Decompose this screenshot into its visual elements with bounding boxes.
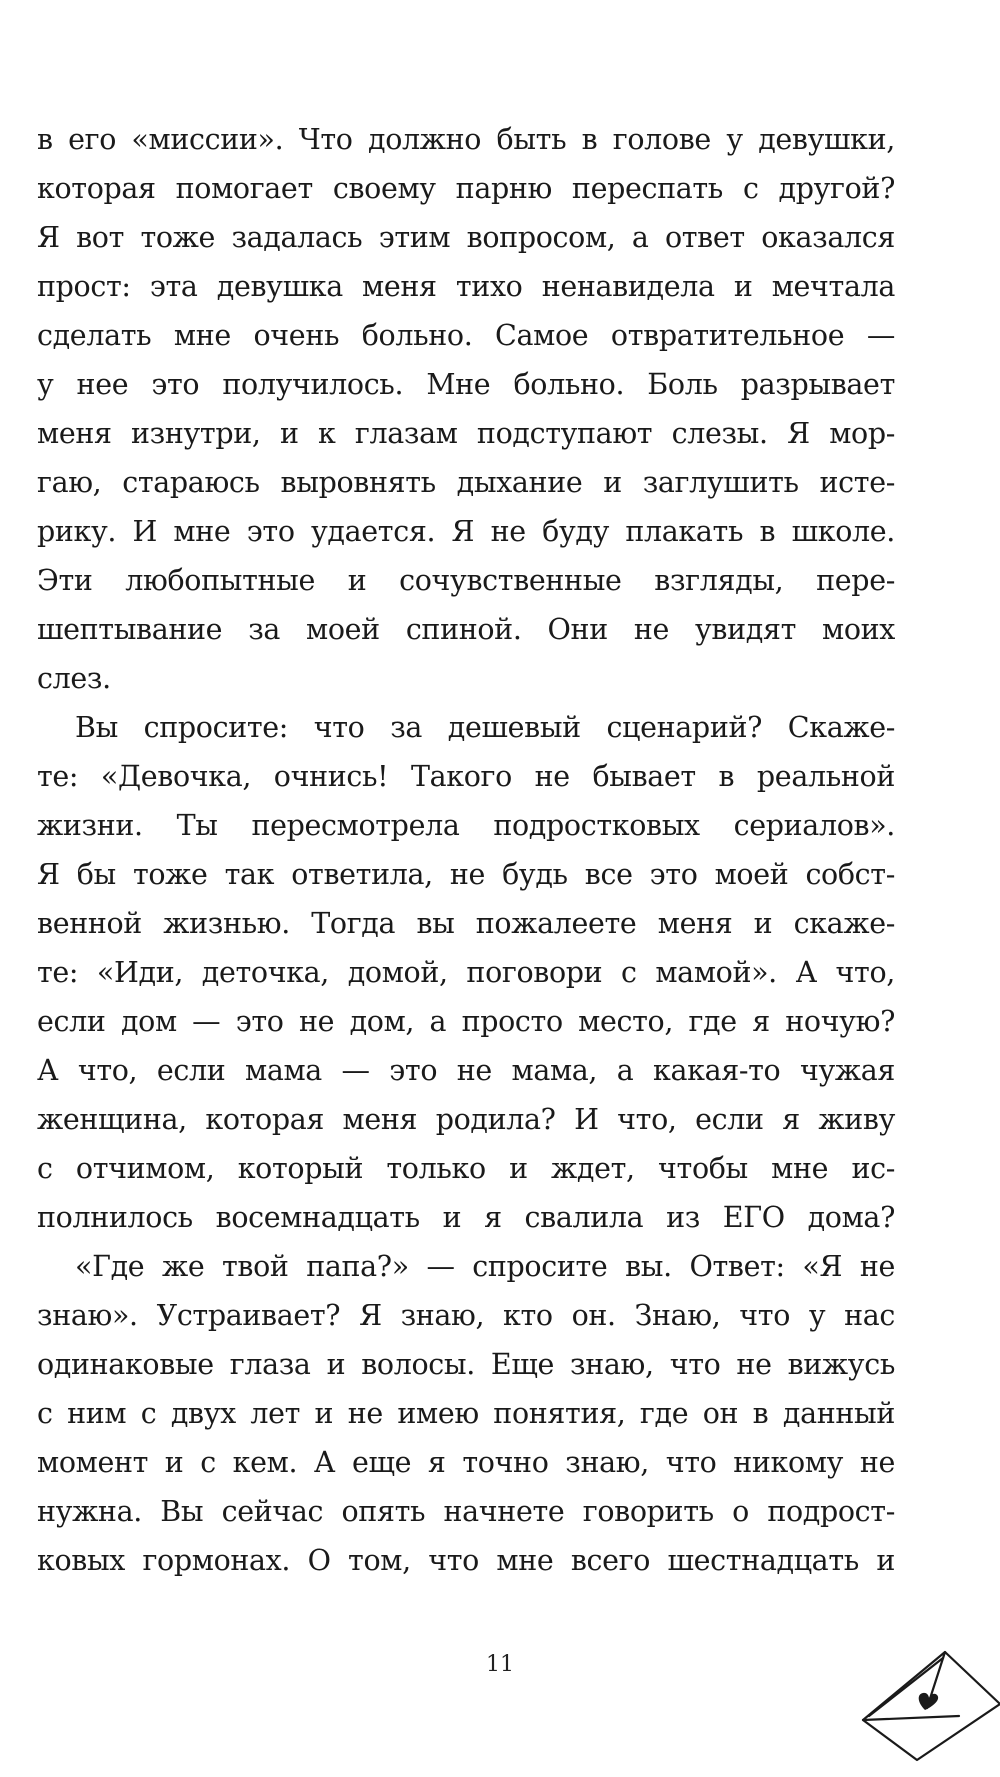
text-line: Эти любопытные и сочувственные взгляды, пере- bbox=[37, 564, 895, 597]
text-line: прост: эта девушка меня тихо ненавидела и мечтала bbox=[37, 270, 895, 303]
text-line: меня изнутри, и к глазам подступают слезы. Я мор- bbox=[37, 417, 895, 450]
text-line: те: «Девочка, очнись! Такого не бывает в реальной bbox=[37, 760, 895, 793]
page-number: 11 bbox=[486, 1652, 514, 1677]
text-line: ковых гормонах. О том, что мне всего шестнадцать и bbox=[37, 1544, 895, 1577]
text-line: если дом — это не дом, а просто место, где я ночую? bbox=[37, 1005, 895, 1038]
text-line: полнилось восемнадцать и я свалила из ЕГО дома? bbox=[37, 1201, 895, 1234]
text-line: которая помогает своему парню переспать с другой? bbox=[37, 172, 895, 205]
text-line: одинаковые глаза и волосы. Еще знаю, что не вижусь bbox=[37, 1348, 895, 1381]
text-line: венной жизнью. Тогда вы пожалеете меня и скаже- bbox=[37, 907, 895, 940]
text-line: с отчимом, который только и ждет, чтобы мне ис- bbox=[37, 1152, 895, 1185]
text-line: Я бы тоже так ответила, не будь все это моей собст- bbox=[37, 858, 895, 891]
text-line: Вы спросите: что за дешевый сценарий? Скаже- bbox=[75, 711, 895, 744]
heart-seal bbox=[919, 1693, 938, 1710]
text-line: жизни. Ты пересмотрела подростковых сериалов». bbox=[37, 809, 895, 842]
text-line: «Где же твой папа?» — спросите вы. Ответ: «Я не bbox=[75, 1250, 895, 1283]
text-line: знаю». Устраивает? Я знаю, кто он. Знаю, что у нас bbox=[37, 1299, 895, 1332]
text-line: рику. И мне это удается. Я не буду плакать в школе. bbox=[37, 515, 895, 548]
text-line: момент и с кем. А еще я точно знаю, что никому не bbox=[37, 1446, 895, 1479]
text-line: сделать мне очень больно. Самое отвратительное — bbox=[37, 319, 895, 352]
text-line: с ним с двух лет и не имею понятия, где он в данный bbox=[37, 1397, 895, 1430]
envelope-heart-icon bbox=[855, 1612, 1000, 1762]
text-line: гаю, стараюсь выровнять дыхание и заглушить исте- bbox=[37, 466, 895, 499]
text-line: слез. bbox=[37, 662, 111, 695]
body-text bbox=[37, 115, 895, 1585]
text-line: у нее это получилось. Мне больно. Боль разрывает bbox=[37, 368, 895, 401]
text-line: Я вот тоже задалась этим вопросом, а ответ оказался bbox=[37, 221, 895, 254]
text-line: женщина, которая меня родила? И что, если я живу bbox=[37, 1103, 895, 1136]
text-line: шептывание за моей спиной. Они не увидят моих bbox=[37, 613, 895, 646]
text-line: нужна. Вы сейчас опять начнете говорить о подрост- bbox=[37, 1495, 895, 1528]
text-line: в его «миссии». Что должно быть в голове у девушки, bbox=[37, 123, 895, 156]
text-line: А что, если мама — это не мама, а какая-то чужая bbox=[37, 1054, 895, 1087]
text-line: те: «Иди, деточка, домой, поговори с мамой». А что, bbox=[37, 956, 895, 989]
